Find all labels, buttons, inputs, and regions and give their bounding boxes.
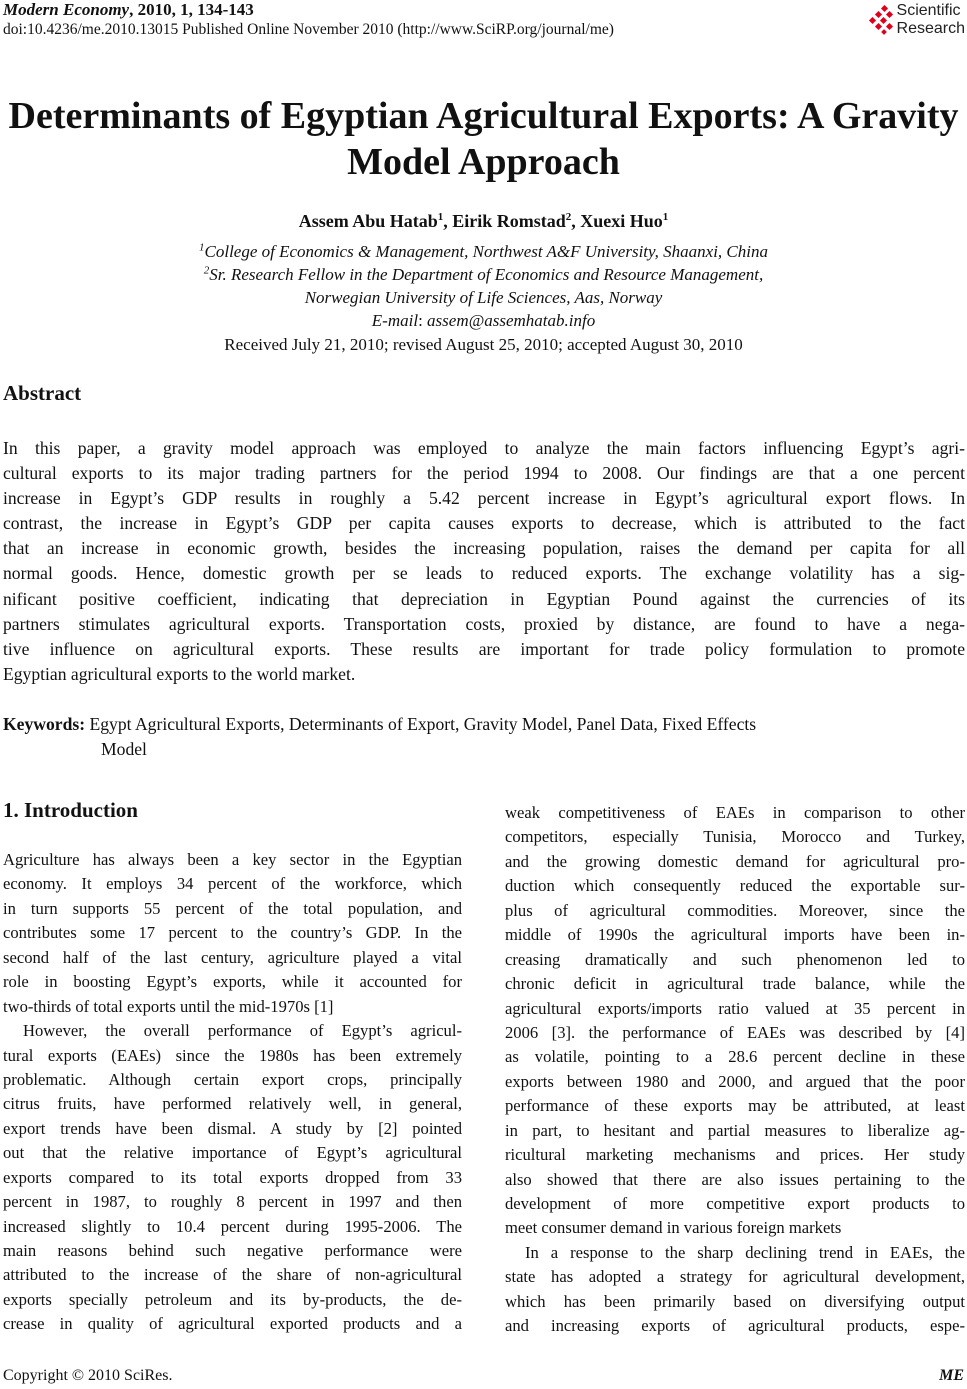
text-line: exports between 1980 and 2000, and argued that the poor bbox=[505, 1071, 965, 1091]
text-line: performance of these exports may be attributed, at least bbox=[505, 1096, 965, 1116]
keywords-line-2: Model bbox=[101, 739, 147, 759]
affiliation-2 bbox=[0, 265, 967, 285]
text-line: 2006 [3]. the performance of EAEs was described by [4] bbox=[505, 1022, 965, 1042]
citation: , 2010, 1, 134-143 bbox=[129, 0, 254, 19]
intro-heading: 1. Introduction bbox=[3, 798, 138, 822]
text-line: percent in 1987, to roughly 8 percent in 1997 and then bbox=[3, 1192, 462, 1212]
title-line: Determinants of Egyptian Agricultural Exports: A Gravity bbox=[8, 95, 959, 137]
paragraph bbox=[505, 801, 965, 1241]
aff-text: Sr. Research Fellow in the Department of Economics and Resource Management, bbox=[209, 265, 764, 284]
text-line: middle of 1990s the agricultural imports have been in- bbox=[505, 925, 965, 945]
text-line: role in boosting Egypt’s exports, while it accounted for bbox=[3, 972, 462, 992]
author: Xuexi Huo bbox=[580, 211, 663, 231]
text-line: ricultural marketing mechanisms and prices. Her study bbox=[505, 1145, 965, 1165]
text-line: exports compared to its total exports dropped from 33 bbox=[3, 1167, 462, 1187]
journal-abbr: ME bbox=[939, 1367, 964, 1384]
text-line: development of more competitive export products to bbox=[505, 1194, 965, 1213]
text-line: increased slightly to 10.4 percent during 1995-2006. The bbox=[3, 1216, 462, 1236]
text-line: crease in quality of agricultural exported products and a bbox=[3, 1314, 462, 1334]
text-line: competitors, especially Tunisia, Morocco and Turkey, bbox=[505, 827, 965, 847]
text-line: attributed to the increase of the share of non-agricultural bbox=[3, 1265, 462, 1285]
text-line: tive influence on agricultural exports. These results are important for trade policy formulation to promote bbox=[3, 638, 965, 659]
paragraph bbox=[3, 1019, 462, 1337]
email-label: E-mail bbox=[371, 311, 419, 330]
text-line: problematic. Although certain export crops, principally bbox=[3, 1069, 462, 1089]
text-line: chronic deficit in agricultural trade balance, while the bbox=[505, 974, 965, 994]
text-line: in part, to hesitant and partial measures to liberalize ag- bbox=[505, 1120, 965, 1140]
title-line: Model Approach bbox=[347, 141, 620, 183]
text-line: contrast, the increase in Egypt’s GDP per capita causes exports to decrease, which is attributed to the fact bbox=[3, 513, 965, 534]
text-line: main reasons behind such negative performance were bbox=[3, 1241, 462, 1260]
paragraph bbox=[3, 436, 965, 687]
email-line: E-mail: assem@assemhatab.info bbox=[371, 311, 596, 330]
text-line: increase in Egypt’s GDP results in roughly a 5.42 percent increase in Egypt’s agricultural export flows. In bbox=[3, 488, 965, 509]
text-line: and the growing domestic demand for agricultural pro- bbox=[505, 851, 965, 871]
text-line: as volatile, pointing to a 28.6 percent decline in these bbox=[505, 1047, 965, 1067]
logo-text-1: Scientific bbox=[896, 2, 961, 19]
author-sup: 2 bbox=[565, 211, 572, 223]
journal-name: Modern Economy bbox=[3, 0, 130, 19]
keywords: Egypt Agricultural Exports, Determinants of Export, Gravity Model, Panel Data, Fixed Effects bbox=[89, 714, 757, 734]
author-sup: 1 bbox=[437, 211, 444, 223]
text-line: In this paper, a gravity model approach was employed to analyze the main factors influencing Egypt’s agri- bbox=[3, 438, 965, 458]
text-line: contributes some 17 percent to the country’s GDP. In the bbox=[3, 923, 462, 943]
text-line: that an increase in economic growth, besides the increasing population, raises the demand per capita for all bbox=[3, 538, 965, 559]
received-dates: Received July 21, 2010; revised August 25, 2010; accepted August 30, 2010 bbox=[224, 335, 743, 354]
publisher-logo bbox=[868, 2, 965, 38]
text-line: which has been primarily based on diversifying output bbox=[505, 1291, 965, 1311]
aff-sup: 2 bbox=[203, 264, 210, 277]
text-line: out that the relative importance of Egypt’s agricultural bbox=[3, 1143, 462, 1163]
paragraph bbox=[3, 848, 462, 1019]
text-line: duction which consequently reduced the exportable sur- bbox=[505, 876, 965, 896]
paper-title bbox=[0, 93, 967, 185]
text-line: also showed that there are also issues pertaining to the bbox=[505, 1169, 965, 1189]
affiliation-2b: Norwegian University of Life Sciences, Aas, Norway bbox=[304, 288, 663, 307]
left-column bbox=[3, 848, 462, 1337]
abstract-body bbox=[3, 436, 965, 687]
text-line: citrus fruits, have performed relatively well, in general, bbox=[3, 1094, 462, 1114]
aff-sup: 1 bbox=[199, 241, 205, 254]
logo-text-2: Research bbox=[896, 20, 965, 37]
text-line: economy. It employs 34 percent of the workforce, which bbox=[3, 874, 462, 894]
authors: Assem Abu Hatab$^1$, Eirik Romstad$^2$, Xuexi Huo$^1$ bbox=[298, 211, 669, 231]
text-line: exports specially petroleum and its by-products, the de- bbox=[3, 1289, 462, 1309]
author: Eirik Romstad bbox=[452, 211, 566, 231]
text-line: second half of the last century, agriculture played a vital bbox=[3, 947, 462, 967]
copyright: Copyright © 2010 SciRes. bbox=[3, 1367, 173, 1384]
abstract-heading: Abstract bbox=[3, 381, 82, 405]
text-line: agricultural exports/imports ratio valued at 35 percent in bbox=[505, 998, 965, 1018]
text-line: and increasing exports of agricultural products, espe- bbox=[505, 1316, 965, 1336]
text-line: nificant positive coefficient, indicating that depreciation in Egyptian Pound against the currencies of its bbox=[3, 588, 965, 609]
text-line: cultural exports to its major trading partners for the period 1994 to 2008. Our findings are that a one percent bbox=[3, 463, 965, 484]
text-line: creasing dramatically and such phenomenon led to bbox=[505, 949, 965, 969]
aff-text: College of Economics & Management, Northwest A&F University, Shaanxi, China bbox=[204, 242, 768, 261]
text-line: normal goods. Hence, domestic growth per se leads to reduced exports. The exchange volatility has a sig- bbox=[3, 563, 965, 584]
text-line: two-thirds of total exports until the mid-1970s [1] bbox=[3, 996, 334, 1016]
logo-diamonds-icon bbox=[868, 5, 894, 35]
author: Assem Abu Hatab bbox=[298, 211, 438, 231]
text-line: tural exports (EAEs) since the 1980s has been extremely bbox=[3, 1045, 462, 1065]
text-line: state has adopted a strategy for agricultural development, bbox=[505, 1267, 965, 1287]
email-link[interactable]: assem@assemhatab.info bbox=[427, 311, 596, 330]
paragraph bbox=[505, 1241, 965, 1339]
journal-citation bbox=[3, 0, 254, 20]
keywords-label: Keywords: bbox=[3, 714, 86, 734]
text-line: Agriculture has always been a key sector in the Egyptian bbox=[3, 850, 462, 869]
text-line: meet consumer demand in various foreign markets bbox=[505, 1218, 842, 1238]
text-line: In a response to the sharp declining trend in EAEs, the bbox=[525, 1242, 965, 1262]
text-line: plus of agricultural commodities. Moreover, since the bbox=[505, 900, 965, 920]
right-column bbox=[505, 801, 965, 1339]
text-line: in turn supports 55 percent of the total population, and bbox=[3, 898, 462, 918]
text-line: However, the overall performance of Egypt’s agricul- bbox=[23, 1021, 462, 1041]
author-sup: 1 bbox=[662, 211, 669, 223]
keywords-line bbox=[3, 714, 756, 735]
text-line: Egyptian agricultural exports to the world market. bbox=[3, 663, 356, 684]
doi-line: doi:10.4236/me.2010.13015 Published Online November 2010 (http://www.SciRP.org/journal/me) bbox=[3, 21, 614, 38]
affiliation-1 bbox=[0, 242, 967, 262]
text-line: weak competitiveness of EAEs in comparison to other bbox=[505, 803, 965, 822]
text-line: partners stimulates agricultural exports. Transportation costs, proxied by distance, are found to have a nega- bbox=[3, 613, 965, 634]
text-line: export trends have been dismal. A study by [2] pointed bbox=[3, 1118, 462, 1138]
